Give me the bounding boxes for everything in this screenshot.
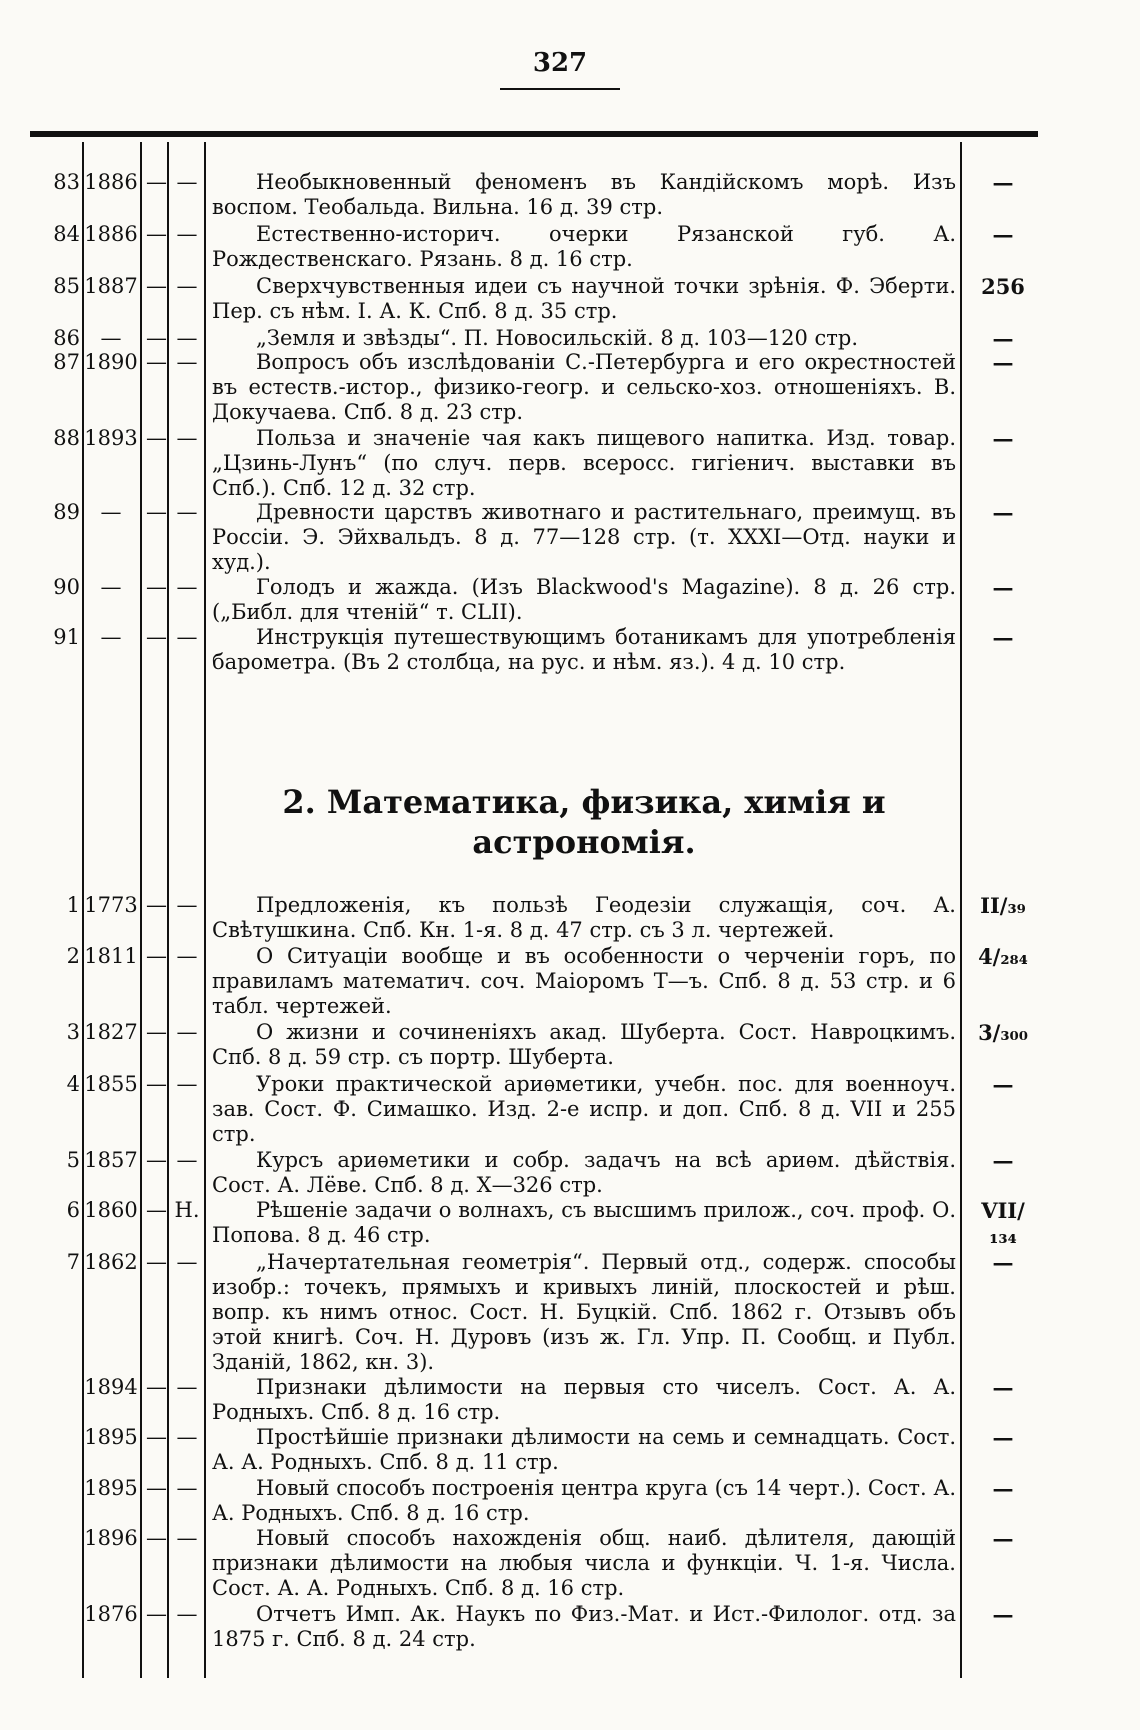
entry-reference: — [992, 500, 1014, 525]
entry-title: Естественно-историч. очерки Рязанской губ. А. Рождественскаго. Рязань. 8 д. 16 стр. [212, 222, 956, 271]
entry-col-b: — [176, 274, 198, 298]
entry-reference: — [992, 1476, 1014, 1501]
entry-title: Необыкновенный феноменъ въ Кандійскомъ морѣ. Изъ воспом. Теобальда. Вильна. 16 д. 39 стр. [212, 170, 956, 219]
entry-title: Предложенія, къ пользѣ Геодезіи служащія, соч. А. Свѣтушкина. Спб. Кн. 1-я. 8 д. 47 стр. съ 3 л. чертежей. [212, 893, 956, 942]
entry-year: 1890 [84, 350, 138, 374]
entry-reference: — [992, 625, 1014, 650]
entry-col-a: — [146, 893, 167, 917]
page-number-underline [500, 88, 620, 90]
entry-col-b: — [176, 893, 198, 917]
entry-col-b: — [176, 1020, 198, 1044]
entry-col-b: — [176, 1602, 198, 1626]
entry-reference: — [992, 1148, 1014, 1173]
entry-col-a: — [146, 944, 167, 968]
entry-reference: — [992, 350, 1014, 375]
entry-year: 1886 [84, 222, 138, 246]
entry-number: 91 [53, 625, 80, 649]
entry-year: 1893 [84, 426, 138, 450]
entry-year: 1811 [84, 944, 138, 968]
entry-title: О жизни и сочиненіяхъ акад. Шуберта. Сост. Навроцкимъ. Спб. 8 д. 59 стр. съ портр. Шуберта. [212, 1020, 956, 1069]
entry-col-b: — [176, 1476, 198, 1500]
entry-col-a: — [146, 1375, 167, 1399]
entry-year: — [100, 500, 122, 524]
entry-col-b: — [176, 625, 198, 649]
entry-col-a: — [146, 1020, 167, 1044]
entry-col-b: — [176, 170, 198, 194]
entry-number: 83 [53, 170, 80, 194]
entry-title: Рѣшеніе задачи о волнахъ, съ высшимъ прилож., соч. проф. О. Попова. 8 д. 46 стр. [212, 1198, 956, 1247]
entry-number: 87 [53, 350, 80, 374]
entry-title: Новый способъ нахожденія общ. наиб. дѣлителя, дающій признаки дѣлимости на любыя числа и функціи. Ч. 1-я. Числа. Сост. А. А. Родныхъ. Спб. 8 д. 16 стр. [212, 1526, 956, 1600]
entry-title: Древности царствъ животнаго и растительнаго, преимущ. въ Россіи. Э. Эйхвальдъ. 8 д. 77—128 стр. (т. XXXI—Отд. науки и худ.). [212, 500, 956, 574]
entry-year: 1860 [84, 1198, 138, 1222]
entry-col-a: — [146, 1526, 167, 1550]
entry-col-b: — [176, 575, 198, 599]
entry-title: Отчетъ Имп. Ак. Наукъ по Физ.-Мат. и Ист.-Филолог. отд. за 1875 г. Спб. 8 д. 24 стр. [212, 1602, 956, 1651]
entry-year: — [100, 326, 122, 350]
entry-col-a: — [146, 350, 167, 374]
entry-number: 7 [66, 1250, 80, 1274]
entry-col-b: — [176, 1526, 198, 1550]
entry-col-b: — [176, 350, 198, 374]
entry-year: — [100, 575, 122, 599]
entry-col-b: — [176, 1148, 198, 1172]
entry-col-b: — [176, 1375, 198, 1399]
entry-reference: — [992, 1250, 1014, 1275]
entry-year: 1827 [84, 1020, 138, 1044]
entry-col-a: — [146, 1198, 167, 1222]
entry-number: 3 [66, 1020, 80, 1044]
entry-col-a: — [146, 222, 167, 246]
entry-title: Инструкція путешествующимъ ботаникамъ для употребленія барометра. (Въ 2 столбца, на рус. и нѣм. яз.). 4 д. 10 стр. [212, 625, 956, 674]
entry-col-a: — [146, 575, 167, 599]
page-number: 327 [532, 48, 588, 78]
column-divider [960, 142, 962, 1678]
entry-number: 86 [53, 326, 80, 350]
entry-col-b: — [176, 426, 198, 450]
entry-reference: — [992, 1602, 1014, 1627]
entry-year: 1886 [84, 170, 138, 194]
entry-col-a: — [146, 625, 167, 649]
entry-number: 89 [53, 500, 80, 524]
entry-reference: 3/₃₀₀ [978, 1020, 1028, 1045]
entry-col-b: Н. [174, 1198, 200, 1222]
entry-reference: VII/₁₃₄ [981, 1198, 1025, 1248]
entry-year: 1857 [84, 1148, 138, 1172]
column-divider [204, 142, 206, 1678]
entry-reference: — [992, 1375, 1014, 1400]
entry-reference: — [992, 1072, 1014, 1097]
entry-reference: — [992, 170, 1014, 195]
column-divider [167, 142, 169, 1678]
entry-reference: — [992, 1425, 1014, 1450]
entry-title: Польза и значеніе чая какъ пищевого напитка. Изд. товар. „Цзинь-Лунъ“ (по случ. перв. всеросс. гигіенич. выставки въ Спб.). Спб. 12 д. 32 стр. [212, 426, 956, 500]
entry-number: 88 [53, 426, 80, 450]
entry-reference: — [992, 575, 1014, 600]
entry-col-b: — [176, 1072, 198, 1096]
entry-col-a: — [146, 1148, 167, 1172]
entry-title: Сверхчувственныя идеи съ научной точки зрѣнія. Ф. Эберти. Пер. съ нѣм. I. А. К. Спб. 8 д. 35 стр. [212, 274, 956, 323]
entry-number: 85 [53, 274, 80, 298]
entry-title: Курсъ ариѳметики и собр. задачъ на всѣ ариѳм. дѣйствія. Сост. А. Лёве. Спб. 8 д. X—326 стр. [212, 1148, 956, 1197]
entry-title: „Земля и звѣзды“. П. Новосильскій. 8 д. 103—120 стр. [256, 326, 859, 350]
entry-col-b: — [176, 326, 198, 350]
entry-year: 1894 [84, 1375, 138, 1399]
entry-year: 1895 [84, 1476, 138, 1500]
entry-col-b: — [176, 1250, 198, 1274]
entry-number: 90 [53, 575, 80, 599]
entry-col-a: — [146, 1250, 167, 1274]
entry-col-a: — [146, 500, 167, 524]
entry-col-b: — [176, 1425, 198, 1449]
entry-year: 1896 [84, 1526, 138, 1550]
entry-col-a: — [146, 326, 167, 350]
entry-title: Простѣйшіе признаки дѣлимости на семь и семнадцать. Сост. А. А. Родныхъ. Спб. 8 д. 11 стр. [212, 1425, 956, 1474]
entry-col-b: — [176, 944, 198, 968]
entry-title: О Ситуаціи вообще и въ особенности о черченіи горъ, по правиламъ математич. соч. Маіоромъ Т—ъ. Спб. 8 д. 53 стр. и 6 табл. чертежей. [212, 944, 956, 1018]
entry-number: 5 [66, 1148, 80, 1172]
header-rule [30, 131, 1038, 137]
entry-reference: — [992, 222, 1014, 247]
entry-title: Голодъ и жажда. (Изъ Blackwood's Magazine). 8 д. 26 стр. („Библ. для чтеній“ т. CLII). [212, 575, 956, 624]
entry-year: 1895 [84, 1425, 138, 1449]
entry-col-a: — [146, 1072, 167, 1096]
entry-col-a: — [146, 1476, 167, 1500]
entry-year: 1876 [84, 1602, 138, 1626]
entry-col-b: — [176, 500, 198, 524]
entry-title: Признаки дѣлимости на первыя сто чиселъ. Сост. А. А. Родныхъ. Спб. 8 д. 16 стр. [212, 1375, 956, 1424]
entry-year: 1862 [84, 1250, 138, 1274]
entry-reference: 4/₂₈₄ [978, 944, 1028, 969]
entry-year: — [100, 625, 122, 649]
entry-number: 84 [53, 222, 80, 246]
entry-reference: — [992, 1526, 1014, 1551]
entry-title: Новый способъ построенія центра круга (съ 14 черт.). Сост. А. А. Родныхъ. Спб. 8 д. 16 стр. [212, 1476, 956, 1525]
entry-col-a: — [146, 170, 167, 194]
entry-number: 6 [66, 1198, 80, 1222]
entry-col-b: — [176, 222, 198, 246]
entry-year: 1855 [84, 1072, 138, 1096]
entry-number: 4 [66, 1072, 80, 1096]
entry-number: 1 [66, 893, 80, 917]
entry-title: Вопросъ объ изслѣдованіи С.-Петербурга и его окрестностей въ естеств.-истор., физико-геогр. и сельско-хоз. отношеніяхъ. В. Докучаева. Спб. 8 д. 23 стр. [212, 350, 956, 424]
entry-reference: — [992, 326, 1014, 351]
entry-title: „Начертательная геометрія“. Первый отд., содерж. способы изобр.: точекъ, прямыхъ и кривыхъ линій, плоскостей и рѣш. вопр. къ нимъ относ. Сост. Н. Буцкій. Спб. 1862 г. Отзывъ объ этой книгѣ. Соч. Н. Дуровъ (изъ ж. Гл. Упр. П. Сообщ. и Публ. Зданій, 1862, кн. 3). [212, 1250, 956, 1374]
entry-reference: — [992, 426, 1014, 451]
entry-year: 1773 [84, 893, 138, 917]
entry-col-a: — [146, 426, 167, 450]
entry-col-a: — [146, 274, 167, 298]
entry-number: 2 [66, 944, 80, 968]
scan-edge-shadow [0, 0, 16, 1730]
entry-reference: 256 [981, 274, 1025, 299]
entry-col-a: — [146, 1602, 167, 1626]
entry-year: 1887 [84, 274, 138, 298]
entry-col-a: — [146, 1425, 167, 1449]
entry-title: Уроки практической ариѳметики, учебн. пос. для военноуч. зав. Сост. Ф. Симашко. Изд. 2-е испр. и доп. Спб. 8 д. VII и 255 стр. [212, 1072, 956, 1146]
column-divider [140, 142, 142, 1678]
section-heading: 2. Математика, физика, химія и астрономія. [282, 783, 886, 861]
entry-reference: II/₃₉ [980, 893, 1026, 918]
